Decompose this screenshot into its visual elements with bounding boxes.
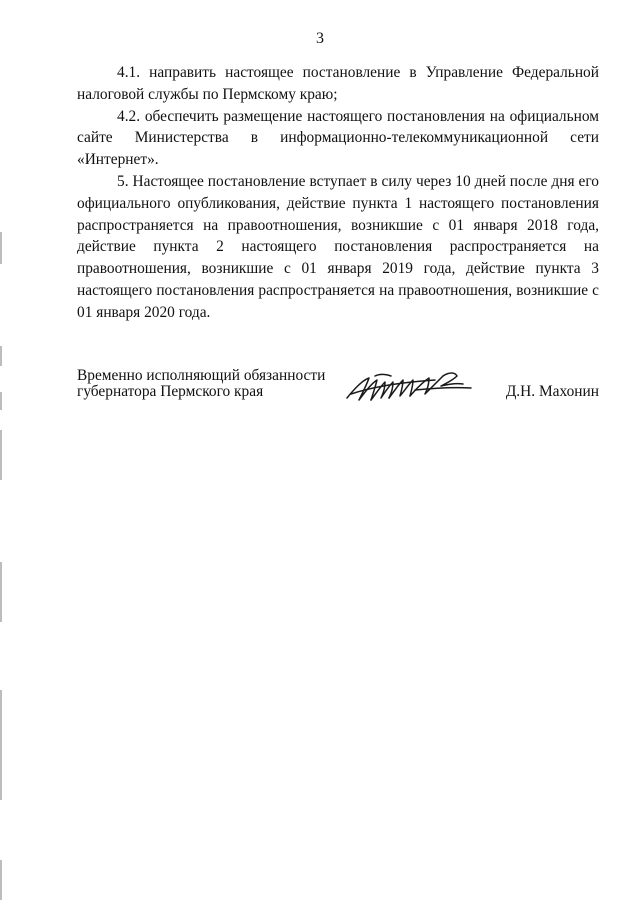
scan-edge-mark — [0, 860, 2, 900]
signature-block — [77, 368, 599, 418]
signer-position-line-2: губернатора Пермского края — [77, 383, 264, 400]
scan-edge-mark — [0, 430, 2, 480]
scan-edge-mark — [0, 690, 2, 800]
paragraph-4-1: 4.1. направить настоящее постановление в Управление Федеральной налоговой службы по Пермскому краю; — [77, 64, 599, 103]
signer-position-line-1: Временно исполняющий обязанности — [77, 367, 326, 384]
scan-edge-mark — [0, 346, 2, 366]
document-body — [77, 62, 599, 324]
signer-name: Д.Н. Махонин — [505, 383, 599, 400]
signer-position — [77, 368, 325, 400]
scan-edge-mark — [0, 562, 2, 622]
handwritten-signature — [345, 366, 473, 408]
paragraph-5: 5. Настоящее постановление вступает в силу через 10 дней после дня его официального опубликования, действие пункта 1 настоящего постановления распространяется на правоотношения, возникшие с 01 января 2018 года, действие пункта 2 настоящего постановления распространяется на правоотношения, возникшие с 01 января 2019 года, действие пункта 3 настоящего постановления распространяется на правоотношения, возникшие с 01 января 2020 года. — [77, 172, 599, 321]
scan-edge-mark — [0, 392, 2, 410]
scan-edge-mark — [0, 232, 2, 264]
paragraph-4-2: 4.2. обеспечить размещение настоящего постановления на официальном сайте Министерства в информационно-телекоммуникационной сети «Интернет». — [77, 107, 599, 169]
page-number: 3 — [316, 30, 324, 47]
